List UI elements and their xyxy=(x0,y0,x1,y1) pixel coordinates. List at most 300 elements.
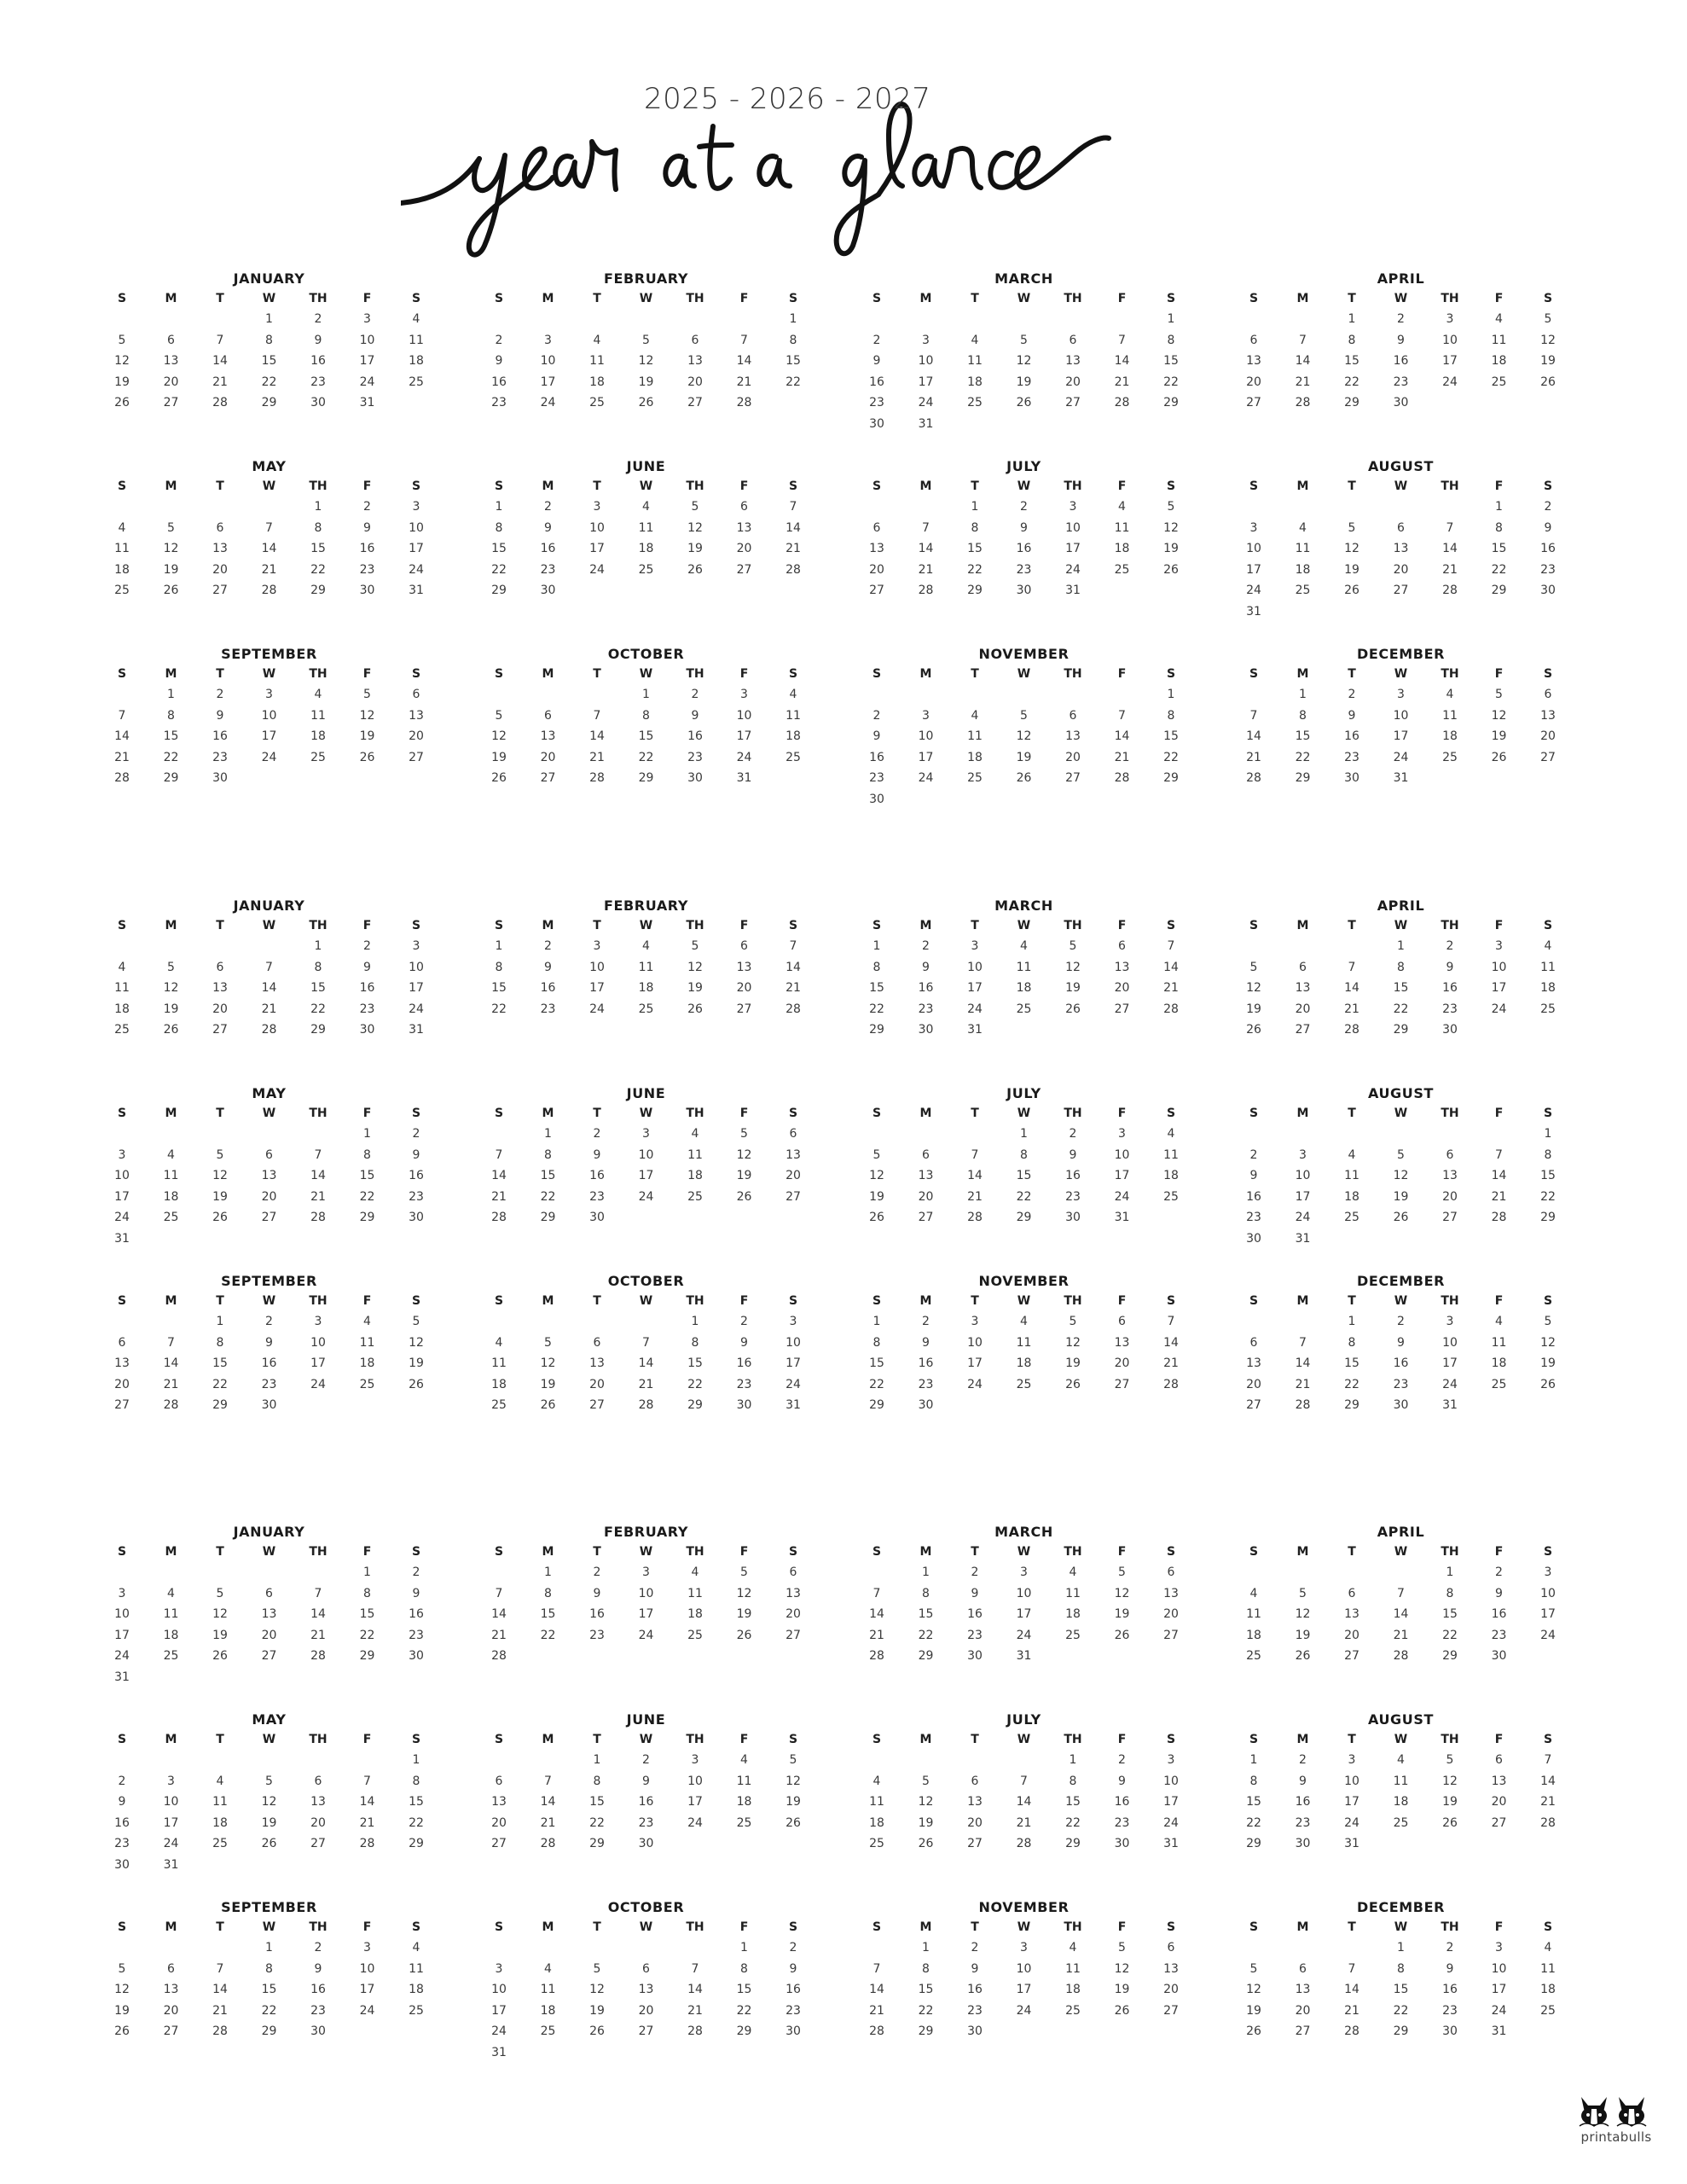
day-cell: 26 xyxy=(1540,1377,1556,1391)
day-cell: 21 xyxy=(540,1815,556,1830)
day-cell: 30 xyxy=(1540,584,1556,597)
day-cell: 11 xyxy=(540,1983,556,1996)
weekday-header: TH xyxy=(1064,667,1082,681)
day-cell: 10 xyxy=(491,1983,507,1996)
day-cell: 6 xyxy=(1348,1586,1356,1600)
weekday-header: T xyxy=(593,292,601,305)
weekday-header: F xyxy=(739,292,749,305)
weekday-header: W xyxy=(1017,479,1031,493)
day-cell: 14 xyxy=(261,542,277,555)
day-cell: 19 xyxy=(1540,1356,1556,1370)
day-cell: 24 xyxy=(918,396,934,410)
day-cell: 14 xyxy=(540,1795,556,1809)
day-cell: 20 xyxy=(1163,1607,1179,1621)
weekday-header: W xyxy=(262,1920,276,1934)
day-cell: 26 xyxy=(1491,750,1507,764)
day-cell: 5 xyxy=(1069,939,1077,953)
day-cell: 27 xyxy=(212,584,228,597)
day-cell: 9 xyxy=(1544,520,1552,535)
day-cell: 25 xyxy=(786,750,801,764)
day-cell: 21 xyxy=(1295,375,1311,389)
weekday-header: F xyxy=(1117,1545,1127,1559)
day-cell: 10 xyxy=(114,1169,130,1182)
weekday-header: W xyxy=(1017,1294,1031,1308)
day-cell: 22 xyxy=(1163,375,1179,389)
weekday-header: S xyxy=(117,919,127,932)
weekday-header: T xyxy=(216,1545,224,1559)
day-cell: 17 xyxy=(1114,1169,1130,1182)
day-cell: 19 xyxy=(1246,1002,1261,1016)
day-cell: 13 xyxy=(1246,354,1261,368)
day-cell: 14 xyxy=(1393,1607,1409,1621)
day-cell: 30 xyxy=(359,584,375,597)
day-cell: 10 xyxy=(1442,333,1458,347)
weekday-header: W xyxy=(1394,292,1408,305)
day-cell: 21 xyxy=(114,750,130,764)
weekday-header: F xyxy=(739,1107,749,1120)
day-cell: 3 xyxy=(593,500,601,514)
day-cell: 20 xyxy=(967,1815,983,1830)
month-name: FEBRUARY xyxy=(603,897,689,914)
weekday-header: S xyxy=(1543,1920,1553,1934)
weekday-header: M xyxy=(542,1294,554,1308)
day-cell: 15 xyxy=(1163,354,1179,368)
day-cell: 21 xyxy=(589,750,605,764)
day-cell: 1 xyxy=(1495,500,1503,514)
day-cell: 8 xyxy=(593,1774,601,1788)
day-cell: 3 xyxy=(1446,312,1454,326)
weekday-header: M xyxy=(1296,1545,1309,1559)
weekday-header: W xyxy=(1017,292,1031,305)
month-name: MARCH xyxy=(994,897,1053,914)
day-cell: 28 xyxy=(1016,1837,1032,1850)
weekday-header: TH xyxy=(309,1294,328,1308)
weekday-header: S xyxy=(411,1545,421,1559)
weekday-header: F xyxy=(362,1294,372,1308)
day-cell: 18 xyxy=(212,1815,228,1830)
day-cell: 11 xyxy=(1246,1607,1261,1621)
day-cell: 11 xyxy=(638,960,654,974)
day-cell: 22 xyxy=(786,375,801,389)
day-cell: 19 xyxy=(540,1377,556,1391)
month-october-2027 xyxy=(482,1899,832,2096)
day-cell: 16 xyxy=(736,1356,752,1370)
day-cell: 14 xyxy=(1114,729,1130,743)
day-cell: 21 xyxy=(261,1002,277,1016)
weekday-header: T xyxy=(216,1920,224,1934)
day-cell: 19 xyxy=(114,2003,130,2018)
day-cell: 22 xyxy=(869,1377,884,1391)
weekday-header: T xyxy=(1348,667,1356,681)
weekday-header: S xyxy=(117,479,127,493)
day-cell: 3 xyxy=(971,939,979,953)
day-cell: 26 xyxy=(638,396,654,410)
day-cell: 7 xyxy=(691,1961,699,1976)
day-cell: 13 xyxy=(786,1586,801,1600)
weekday-header: S xyxy=(1249,1294,1259,1308)
day-cell: 27 xyxy=(1246,396,1261,410)
day-cell: 2 xyxy=(1249,1147,1258,1162)
month-february-2027 xyxy=(482,1524,832,1721)
day-cell: 30 xyxy=(1344,771,1359,785)
weekday-header: S xyxy=(1249,1733,1259,1746)
weekday-header: S xyxy=(117,1733,127,1746)
day-cell: 15 xyxy=(1442,1607,1458,1621)
day-cell: 25 xyxy=(967,396,983,410)
day-cell: 20 xyxy=(163,2003,179,2018)
day-cell: 7 xyxy=(1167,939,1175,953)
weekday-header: F xyxy=(739,1920,749,1934)
day-cell: 1 xyxy=(495,939,503,953)
day-cell: 1 xyxy=(922,1941,930,1955)
day-cell: 18 xyxy=(1065,1607,1081,1621)
day-cell: 9 xyxy=(789,1961,797,1976)
day-cell: 8 xyxy=(922,1586,930,1600)
weekday-header: M xyxy=(542,667,554,681)
weekday-header: S xyxy=(494,1920,504,1934)
day-cell: 4 xyxy=(1069,1565,1077,1579)
day-cell: 20 xyxy=(1295,1002,1311,1016)
day-cell: 24 xyxy=(638,1189,654,1204)
day-cell: 4 xyxy=(740,1753,748,1767)
weekday-header: M xyxy=(1296,919,1309,932)
day-cell: 23 xyxy=(540,562,556,577)
month-april-2026 xyxy=(1237,897,1586,1095)
weekday-header: M xyxy=(542,1920,554,1934)
weekday-header: S xyxy=(411,667,421,681)
day-cell: 30 xyxy=(1065,1211,1081,1224)
month-february-2025 xyxy=(482,270,832,468)
weekday-header: S xyxy=(1249,919,1259,932)
day-cell: 9 xyxy=(1397,1335,1405,1350)
day-cell: 9 xyxy=(971,1961,979,1976)
day-cell: 29 xyxy=(869,1023,884,1037)
day-cell: 16 xyxy=(589,1607,605,1621)
day-cell: 7 xyxy=(314,1147,322,1162)
day-cell: 3 xyxy=(363,312,371,326)
day-cell: 17 xyxy=(540,375,556,389)
day-cell: 1 xyxy=(1167,688,1175,701)
day-cell: 13 xyxy=(163,1983,179,1996)
day-cell: 17 xyxy=(967,1356,983,1370)
day-cell: 5 xyxy=(1118,1565,1126,1579)
day-cell: 22 xyxy=(1442,1628,1458,1642)
weekday-header: F xyxy=(1494,1545,1504,1559)
day-cell: 5 xyxy=(1069,1315,1077,1328)
weekday-header: W xyxy=(1394,1733,1408,1746)
day-cell: 19 xyxy=(1491,729,1507,743)
day-cell: 14 xyxy=(1246,729,1261,743)
day-cell: 19 xyxy=(1246,2003,1261,2018)
day-cell: 15 xyxy=(212,1356,228,1370)
day-cell: 30 xyxy=(869,792,884,806)
day-cell: 9 xyxy=(691,708,699,723)
day-cell: 3 xyxy=(1020,1941,1028,1955)
day-cell: 2 xyxy=(544,939,552,953)
day-cell: 7 xyxy=(1249,708,1258,723)
day-cell: 21 xyxy=(1016,1815,1032,1830)
day-cell: 4 xyxy=(1069,1941,1077,1955)
day-cell: 4 xyxy=(1020,939,1028,953)
day-cell: 6 xyxy=(872,520,881,535)
day-cell: 21 xyxy=(1246,750,1261,764)
weekday-header: M xyxy=(919,479,932,493)
day-cell: 27 xyxy=(1114,1002,1130,1016)
day-cell: 9 xyxy=(922,960,930,974)
day-cell: 27 xyxy=(1246,1398,1261,1412)
month-name: MAY xyxy=(252,458,287,474)
day-cell: 27 xyxy=(540,771,556,785)
weekday-header: T xyxy=(1348,1733,1356,1746)
day-cell: 18 xyxy=(163,1189,179,1204)
weekday-header: W xyxy=(262,1107,276,1120)
day-cell: 20 xyxy=(310,1815,326,1830)
month-may-2026 xyxy=(105,1085,455,1282)
day-cell: 6 xyxy=(216,960,224,974)
weekday-header: S xyxy=(1166,292,1176,305)
day-cell: 23 xyxy=(1295,1815,1311,1830)
day-cell: 17 xyxy=(1344,1795,1359,1809)
day-cell: 30 xyxy=(1393,396,1409,410)
day-cell: 28 xyxy=(1491,1211,1507,1224)
day-cell: 22 xyxy=(163,750,179,764)
day-cell: 4 xyxy=(1495,312,1503,326)
month-name: FEBRUARY xyxy=(603,1524,689,1540)
weekday-header: TH xyxy=(686,919,704,932)
day-cell: 4 xyxy=(642,500,650,514)
day-cell: 29 xyxy=(212,1398,228,1412)
day-cell: 18 xyxy=(638,981,654,995)
day-cell: 9 xyxy=(495,354,503,368)
day-cell: 27 xyxy=(1114,1377,1130,1391)
day-cell: 20 xyxy=(869,562,884,577)
day-cell: 14 xyxy=(1295,354,1311,368)
day-cell: 30 xyxy=(869,416,884,431)
weekday-header: F xyxy=(739,479,749,493)
weekday-header: T xyxy=(971,1733,979,1746)
day-cell: 11 xyxy=(1163,1147,1179,1162)
day-cell: 1 xyxy=(544,1565,552,1579)
day-cell: 1 xyxy=(1167,312,1175,326)
day-cell: 11 xyxy=(687,1586,703,1600)
day-cell: 23 xyxy=(967,2003,983,2018)
day-cell: 17 xyxy=(687,1795,703,1809)
day-cell: 9 xyxy=(1118,1774,1126,1788)
day-cell: 8 xyxy=(1069,1774,1077,1788)
day-cell: 9 xyxy=(872,354,881,368)
day-cell: 12 xyxy=(736,1586,752,1600)
day-cell: 12 xyxy=(638,354,654,368)
weekday-header: S xyxy=(117,667,127,681)
day-cell: 1 xyxy=(1348,312,1356,326)
day-cell: 1 xyxy=(1397,939,1405,953)
day-cell: 15 xyxy=(1065,1795,1081,1809)
day-cell: 28 xyxy=(1114,771,1130,785)
day-cell: 18 xyxy=(409,354,424,368)
day-cell: 31 xyxy=(1393,771,1409,785)
day-cell: 20 xyxy=(114,1377,130,1391)
day-cell: 27 xyxy=(869,584,884,597)
day-cell: 27 xyxy=(212,1023,228,1037)
day-cell: 24 xyxy=(1442,375,1458,389)
day-cell: 8 xyxy=(1299,708,1307,723)
day-cell: 21 xyxy=(786,542,801,555)
day-cell: 31 xyxy=(114,1670,130,1684)
day-cell: 6 xyxy=(593,1335,601,1350)
weekday-header: S xyxy=(788,479,798,493)
weekday-header: W xyxy=(1017,1920,1031,1934)
day-cell: 25 xyxy=(967,771,983,785)
weekday-header: W xyxy=(262,1545,276,1559)
day-cell: 12 xyxy=(687,960,703,974)
day-cell: 28 xyxy=(212,396,228,410)
weekday-header: F xyxy=(362,1733,372,1746)
month-december-2027 xyxy=(1237,1899,1586,2096)
day-cell: 4 xyxy=(216,1774,224,1788)
day-cell: 5 xyxy=(1249,1961,1258,1976)
day-cell: 1 xyxy=(1397,1941,1405,1955)
day-cell: 6 xyxy=(495,1774,503,1788)
day-cell: 24 xyxy=(310,1377,326,1391)
day-cell: 25 xyxy=(1442,750,1458,764)
day-cell: 19 xyxy=(786,1795,801,1809)
weekday-header: W xyxy=(262,1733,276,1746)
day-cell: 8 xyxy=(1348,1335,1356,1350)
day-cell: 12 xyxy=(589,1983,605,1996)
day-cell: 16 xyxy=(869,375,884,389)
weekday-header: TH xyxy=(1064,1107,1082,1120)
weekday-header: S xyxy=(494,1294,504,1308)
weekday-header: TH xyxy=(309,292,328,305)
day-cell: 28 xyxy=(1344,1023,1359,1037)
day-cell: 26 xyxy=(212,1211,228,1224)
day-cell: 8 xyxy=(740,1961,748,1976)
month-march-2027 xyxy=(860,1524,1209,1721)
weekday-header: TH xyxy=(686,667,704,681)
weekday-header: M xyxy=(919,292,932,305)
day-cell: 5 xyxy=(1348,520,1356,535)
weekday-header: S xyxy=(411,479,421,493)
day-cell: 24 xyxy=(1393,750,1409,764)
day-cell: 17 xyxy=(163,1815,179,1830)
weekday-header: S xyxy=(1249,1545,1259,1559)
day-cell: 21 xyxy=(736,375,752,389)
day-cell: 25 xyxy=(114,1023,130,1037)
day-cell: 1 xyxy=(872,939,881,953)
day-cell: 8 xyxy=(1446,1586,1454,1600)
day-cell: 1 xyxy=(314,939,322,953)
weekday-header: S xyxy=(411,1920,421,1934)
day-cell: 21 xyxy=(967,1189,983,1204)
day-cell: 17 xyxy=(918,750,934,764)
day-cell: 19 xyxy=(359,729,375,743)
day-cell: 19 xyxy=(687,542,703,555)
day-cell: 29 xyxy=(310,584,326,597)
day-cell: 13 xyxy=(1163,1586,1179,1600)
weekday-header: S xyxy=(1166,919,1176,932)
day-cell: 6 xyxy=(544,708,552,723)
day-cell: 21 xyxy=(1295,1377,1311,1391)
day-cell: 22 xyxy=(1491,562,1507,577)
day-cell: 11 xyxy=(638,520,654,535)
weekday-header: W xyxy=(639,1733,653,1746)
month-name: JANUARY xyxy=(233,270,305,287)
day-cell: 2 xyxy=(1020,500,1028,514)
weekday-header: F xyxy=(739,1294,749,1308)
day-cell: 30 xyxy=(1246,1231,1261,1246)
day-cell: 1 xyxy=(1069,1753,1077,1767)
day-cell: 18 xyxy=(1163,1169,1179,1182)
day-cell: 9 xyxy=(971,1586,979,1600)
day-cell: 10 xyxy=(1114,1147,1130,1162)
month-name: SEPTEMBER xyxy=(221,1273,317,1289)
day-cell: 30 xyxy=(589,1211,605,1224)
day-cell: 1 xyxy=(1544,1127,1552,1141)
day-cell: 6 xyxy=(691,333,699,347)
day-cell: 3 xyxy=(1249,520,1258,535)
day-cell: 18 xyxy=(1016,1356,1032,1370)
day-cell: 1 xyxy=(167,688,175,701)
day-cell: 27 xyxy=(1065,396,1081,410)
weekday-header: W xyxy=(639,292,653,305)
day-cell: 11 xyxy=(869,1795,884,1809)
day-cell: 24 xyxy=(163,1837,179,1850)
day-cell: 26 xyxy=(212,1649,228,1663)
weekday-header: TH xyxy=(309,1733,328,1746)
day-cell: 3 xyxy=(642,1565,650,1579)
day-cell: 18 xyxy=(687,1607,703,1621)
weekday-header: S xyxy=(1166,1545,1176,1559)
month-name: JULY xyxy=(1006,1711,1041,1728)
day-cell: 8 xyxy=(789,333,797,347)
weekday-header: M xyxy=(1296,1294,1309,1308)
day-cell: 5 xyxy=(691,939,699,953)
weekday-header: F xyxy=(362,1545,372,1559)
day-cell: 20 xyxy=(1114,1356,1130,1370)
day-cell: 24 xyxy=(409,562,424,577)
day-cell: 12 xyxy=(540,1356,556,1370)
weekday-header: W xyxy=(262,292,276,305)
day-cell: 1 xyxy=(872,1315,881,1328)
day-cell: 12 xyxy=(212,1169,228,1182)
day-cell: 19 xyxy=(1295,1628,1311,1642)
day-cell: 12 xyxy=(687,520,703,535)
day-cell: 24 xyxy=(1295,1211,1311,1224)
weekday-header: M xyxy=(1296,1920,1309,1934)
day-cell: 13 xyxy=(1442,1169,1458,1182)
weekday-header: S xyxy=(494,919,504,932)
day-cell: 24 xyxy=(736,750,752,764)
day-cell: 26 xyxy=(540,1398,556,1412)
day-cell: 18 xyxy=(114,1002,130,1016)
day-cell: 18 xyxy=(967,375,983,389)
day-cell: 8 xyxy=(872,1335,881,1350)
day-cell: 2 xyxy=(363,939,371,953)
day-cell: 7 xyxy=(1348,1961,1356,1976)
day-cell: 11 xyxy=(310,708,326,723)
day-cell: 3 xyxy=(1397,688,1405,701)
day-cell: 1 xyxy=(363,1127,371,1141)
weekday-header: T xyxy=(1348,479,1356,493)
day-cell: 30 xyxy=(261,1398,277,1412)
weekday-header: TH xyxy=(1441,1294,1459,1308)
day-cell: 6 xyxy=(1249,333,1258,347)
day-cell: 21 xyxy=(359,1815,375,1830)
day-cell: 2 xyxy=(971,1941,979,1955)
day-cell: 19 xyxy=(114,375,130,389)
day-cell: 11 xyxy=(1344,1169,1359,1182)
weekday-header: S xyxy=(788,1107,798,1120)
